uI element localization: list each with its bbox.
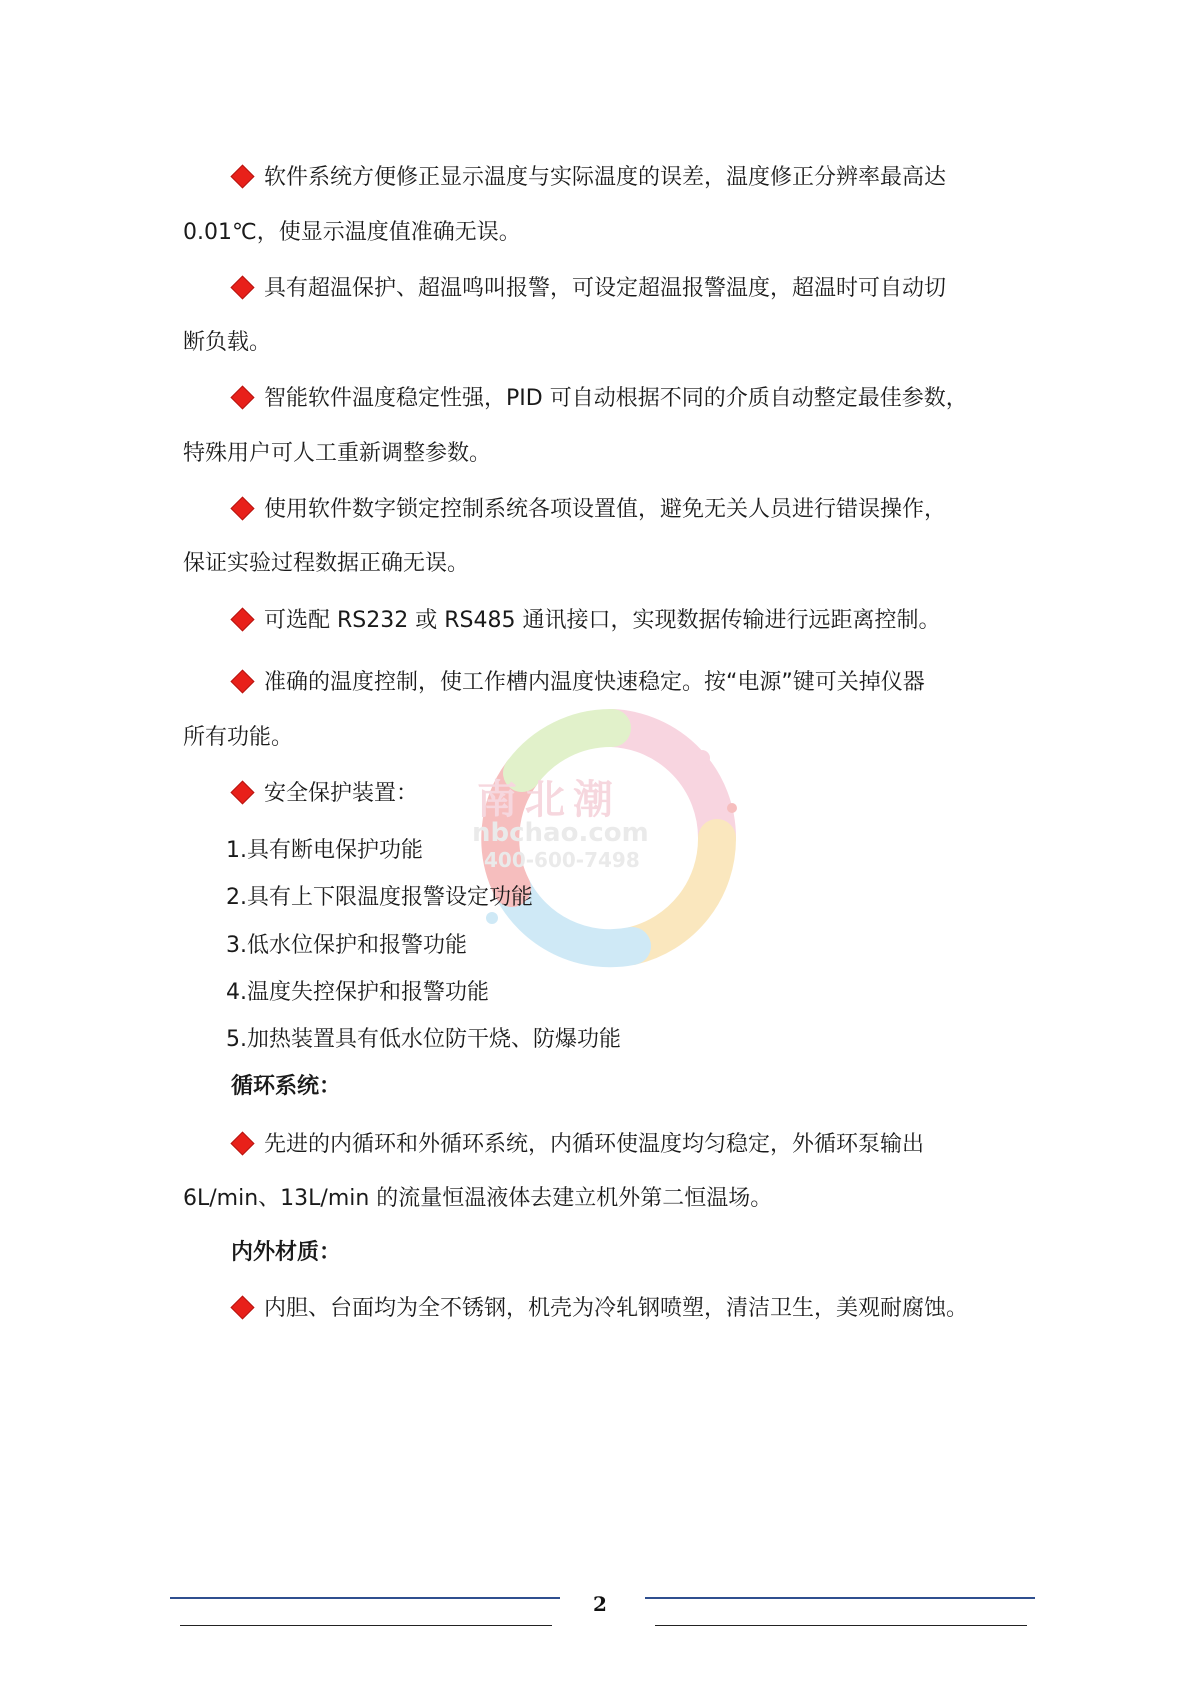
footer-rule-left-top: [170, 1597, 560, 1599]
diamond-bullet-icon: [230, 1131, 254, 1155]
diamond-bullet-icon: [230, 780, 254, 804]
diamond-bullet-icon: [230, 496, 254, 520]
list-item: 1.具有断电保护功能: [226, 838, 423, 863]
paragraph-2-line-1: 具有超温保护、超温鸣叫报警，可设定超温报警温度，超温时可自动切: [230, 274, 946, 304]
footer-rule-right-bottom: [655, 1625, 1027, 1626]
list-item: 5.加热装置具有低水位防干烧、防爆功能: [226, 1027, 621, 1052]
list-item: 4.温度失控保护和报警功能: [226, 980, 489, 1005]
paragraph-3-line-2: 特殊用户可人工重新调整参数。: [183, 441, 492, 466]
heading-circulation: 循环系统：: [231, 1074, 342, 1099]
diamond-bullet-icon: [230, 385, 254, 409]
watermark-splash-icon: [432, 688, 792, 988]
paragraph-9-line-1: 内胆、台面均为全不锈钢，机壳为冷轧钢喷塑，清洁卫生，美观耐腐蚀。: [230, 1294, 968, 1324]
list-item: 3.低水位保护和报警功能: [226, 933, 467, 958]
diamond-bullet-icon: [230, 164, 254, 188]
diamond-bullet-icon: [230, 607, 254, 631]
paragraph-7-line-1: 安全保护装置：: [230, 779, 418, 809]
diamond-bullet-icon: [230, 1295, 254, 1319]
heading-material: 内外材质：: [231, 1240, 342, 1265]
list-item: 2.具有上下限温度报警设定功能: [226, 885, 533, 910]
watermark-phone: 400-600-7498: [484, 848, 640, 872]
diamond-bullet-icon: [230, 669, 254, 693]
paragraph-3-line-1: 智能软件温度稳定性强，PID 可自动根据不同的介质自动整定最佳参数，: [230, 384, 968, 414]
page-number: 2: [593, 1592, 607, 1616]
paragraph-4-line-1: 使用软件数字锁定控制系统各项设置值，避免无关人员进行错误操作，: [230, 495, 946, 525]
paragraph-4-line-2: 保证实验过程数据正确无误。: [183, 551, 470, 576]
diamond-bullet-icon: [230, 275, 254, 299]
paragraph-2-line-2: 断负载。: [183, 330, 272, 355]
footer-rule-left-bottom: [180, 1625, 552, 1626]
paragraph-1-line-2: 0.01℃，使显示温度值准确无误。: [183, 220, 521, 245]
footer-rule-right-top: [645, 1597, 1035, 1599]
watermark-site: nbchao.com: [472, 818, 649, 848]
paragraph-8-line-1: 先进的内循环和外循环系统，内循环使温度均匀稳定，外循环泵输出: [230, 1130, 924, 1160]
watermark-brand: 南北潮: [477, 777, 621, 823]
watermark: [432, 688, 792, 988]
paragraph-1-line-1: 软件系统方便修正显示温度与实际温度的误差，温度修正分辨率最高达: [230, 163, 946, 193]
paragraph-6-line-2: 所有功能。: [183, 725, 294, 750]
paragraph-6-line-1: 准确的温度控制，使工作槽内温度快速稳定。按“电源”键可关掉仪器: [230, 668, 925, 698]
paragraph-8-line-2: 6L/min、13L/min 的流量恒温液体去建立机外第二恒温场。: [183, 1186, 773, 1211]
paragraph-5-line-1: 可选配 RS232 或 RS485 通讯接口，实现数据传输进行远距离控制。: [230, 606, 940, 636]
